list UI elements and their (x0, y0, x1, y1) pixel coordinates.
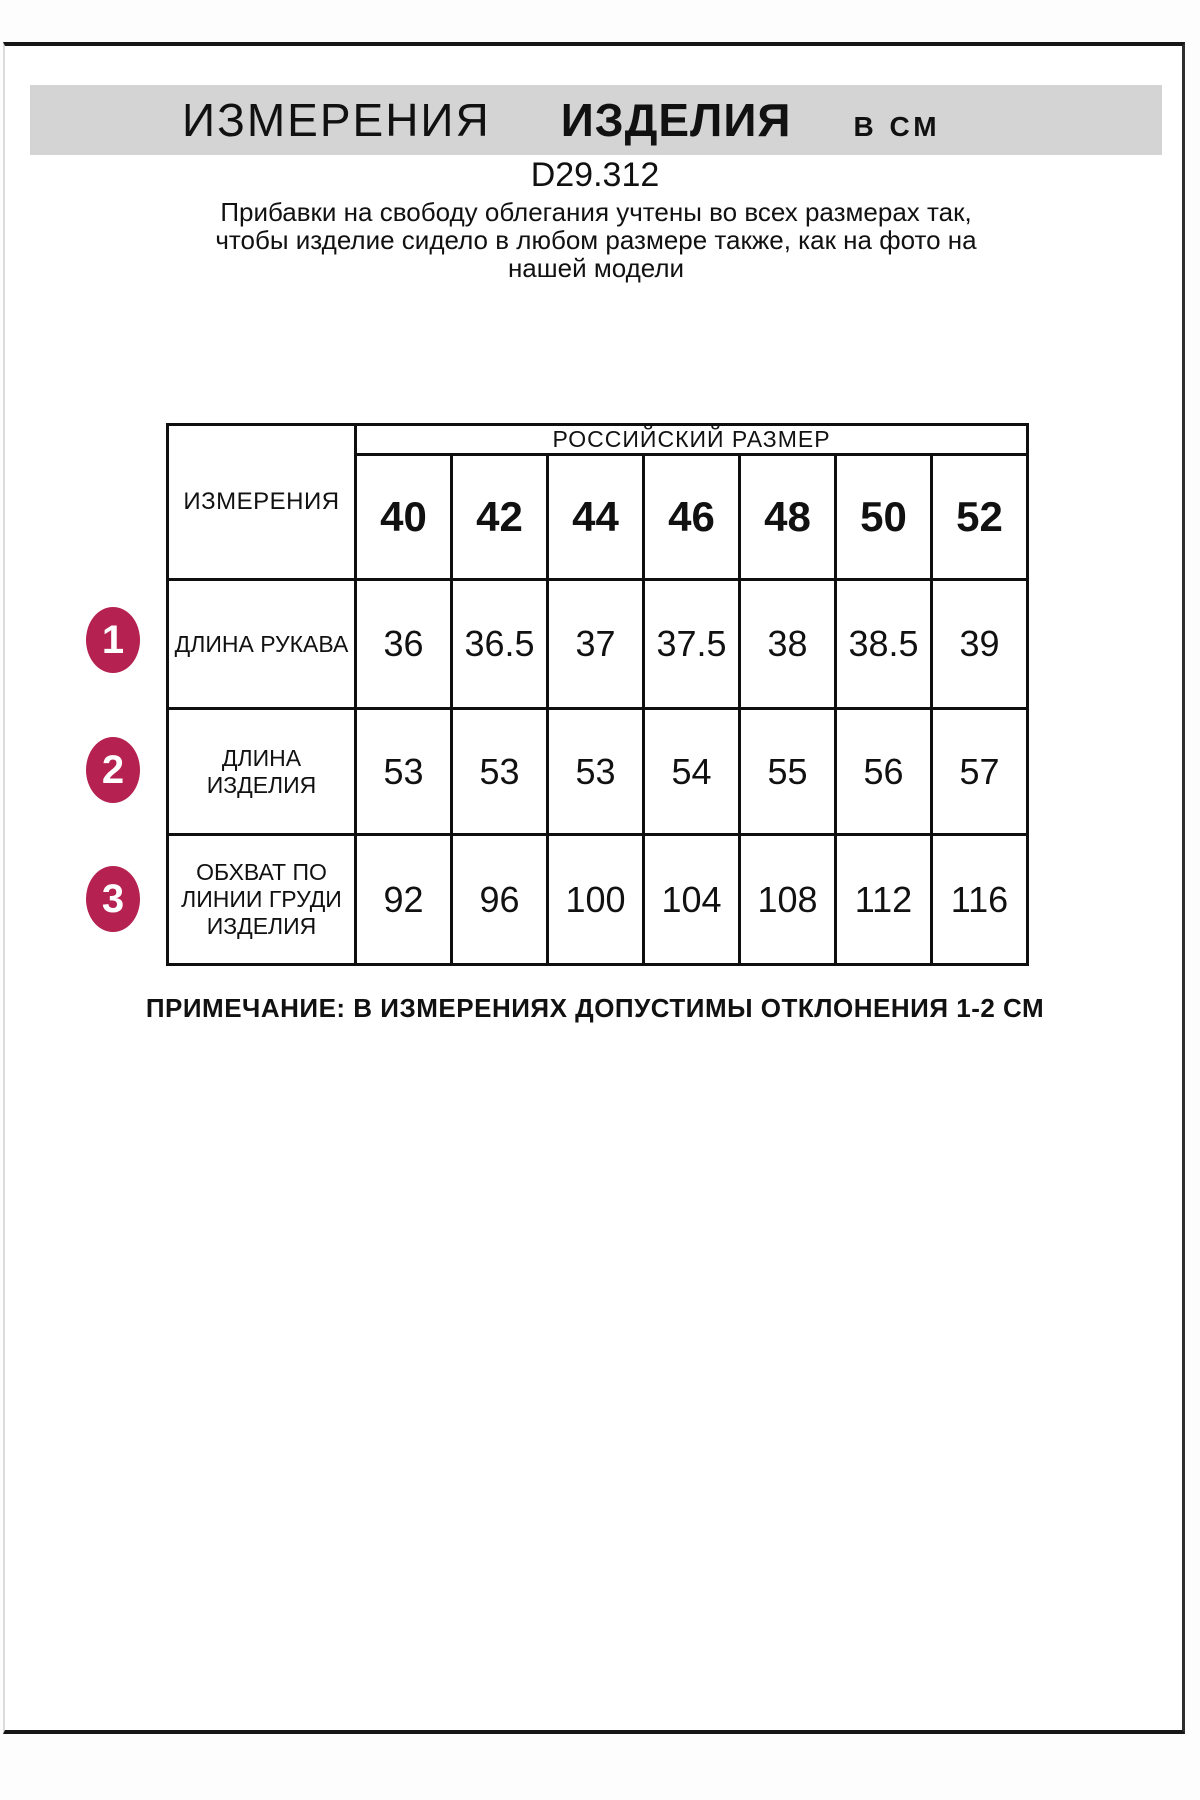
row-label-1: ДЛИНА РУКАВА (168, 580, 356, 709)
description-line-1: Прибавки на свободу облегания учтены во всех размерах так, (220, 197, 972, 227)
table-row (168, 835, 1028, 965)
value-cell-r2-size50: 56 (836, 709, 932, 835)
model-code: D29.312 (530, 156, 660, 194)
row-marker-2 (86, 737, 140, 803)
value-cell-r3-size44: 100 (548, 835, 644, 965)
size-header-52: 52 (932, 455, 1028, 580)
value-cell-r2-size42: 53 (452, 709, 548, 835)
value-cell-r3-size40: 92 (356, 835, 452, 965)
banner-units-label: В СМ (853, 111, 941, 142)
value-cell-r2-size52: 57 (932, 709, 1028, 835)
size-header-44: 44 (548, 455, 644, 580)
size-header-40: 40 (356, 455, 452, 580)
description-line-2: чтобы изделие сидело в любом размере также, как на фото на (215, 225, 977, 255)
fit-description (100, 198, 1092, 282)
value-cell-r3-size46: 104 (644, 835, 740, 965)
row-marker-2-number: 2 (101, 747, 125, 792)
size-header-46: 46 (644, 455, 740, 580)
size-header-50: 50 (836, 455, 932, 580)
row-marker-1 (86, 607, 140, 673)
value-cell-r2-size48: 55 (740, 709, 836, 835)
value-cell-r1-size46: 37.5 (644, 580, 740, 709)
size-header-42: 42 (452, 455, 548, 580)
value-cell-r1-size44: 37 (548, 580, 644, 709)
row-marker-3 (86, 866, 140, 932)
row-marker-1-number: 1 (101, 617, 125, 662)
title-banner (30, 85, 1162, 155)
banner-title-product: ИЗДЕЛИЯ (560, 94, 792, 146)
description-line-3: нашей модели (507, 253, 685, 283)
table-group-header: РОССИЙСКИЙ РАЗМЕР (356, 425, 1028, 455)
value-cell-r3-size48: 108 (740, 835, 836, 965)
tolerance-note: ПРИМЕЧАНИЕ: В ИЗМЕРЕНИЯХ ДОПУСТИМЫ ОТКЛОНЕНИЯ 1-2 СМ (145, 993, 1045, 1023)
value-cell-r1-size40: 36 (356, 580, 452, 709)
row-label-3: ОБХВАТ ПО ЛИНИИ ГРУДИ ИЗДЕЛИЯ (168, 835, 356, 965)
value-cell-r1-size50: 38.5 (836, 580, 932, 709)
value-cell-r1-size42: 36.5 (452, 580, 548, 709)
value-cell-r2-size44: 53 (548, 709, 644, 835)
table-row (168, 580, 1028, 709)
value-cell-r1-size48: 38 (740, 580, 836, 709)
value-cell-r2-size40: 53 (356, 709, 452, 835)
row-label-2: ДЛИНА ИЗДЕЛИЯ (168, 709, 356, 835)
size-header-48: 48 (740, 455, 836, 580)
value-cell-r2-size46: 54 (644, 709, 740, 835)
value-cell-r3-size42: 96 (452, 835, 548, 965)
size-table (166, 423, 1029, 966)
value-cell-r3-size50: 112 (836, 835, 932, 965)
value-cell-r1-size52: 39 (932, 580, 1028, 709)
value-cell-r3-size52: 116 (932, 835, 1028, 965)
banner-title-measurements: ИЗМЕРЕНИЯ (182, 94, 491, 146)
table-row (168, 709, 1028, 835)
row-marker-3-number: 3 (101, 876, 125, 921)
table-corner-label: ИЗМЕРЕНИЯ (168, 425, 356, 580)
